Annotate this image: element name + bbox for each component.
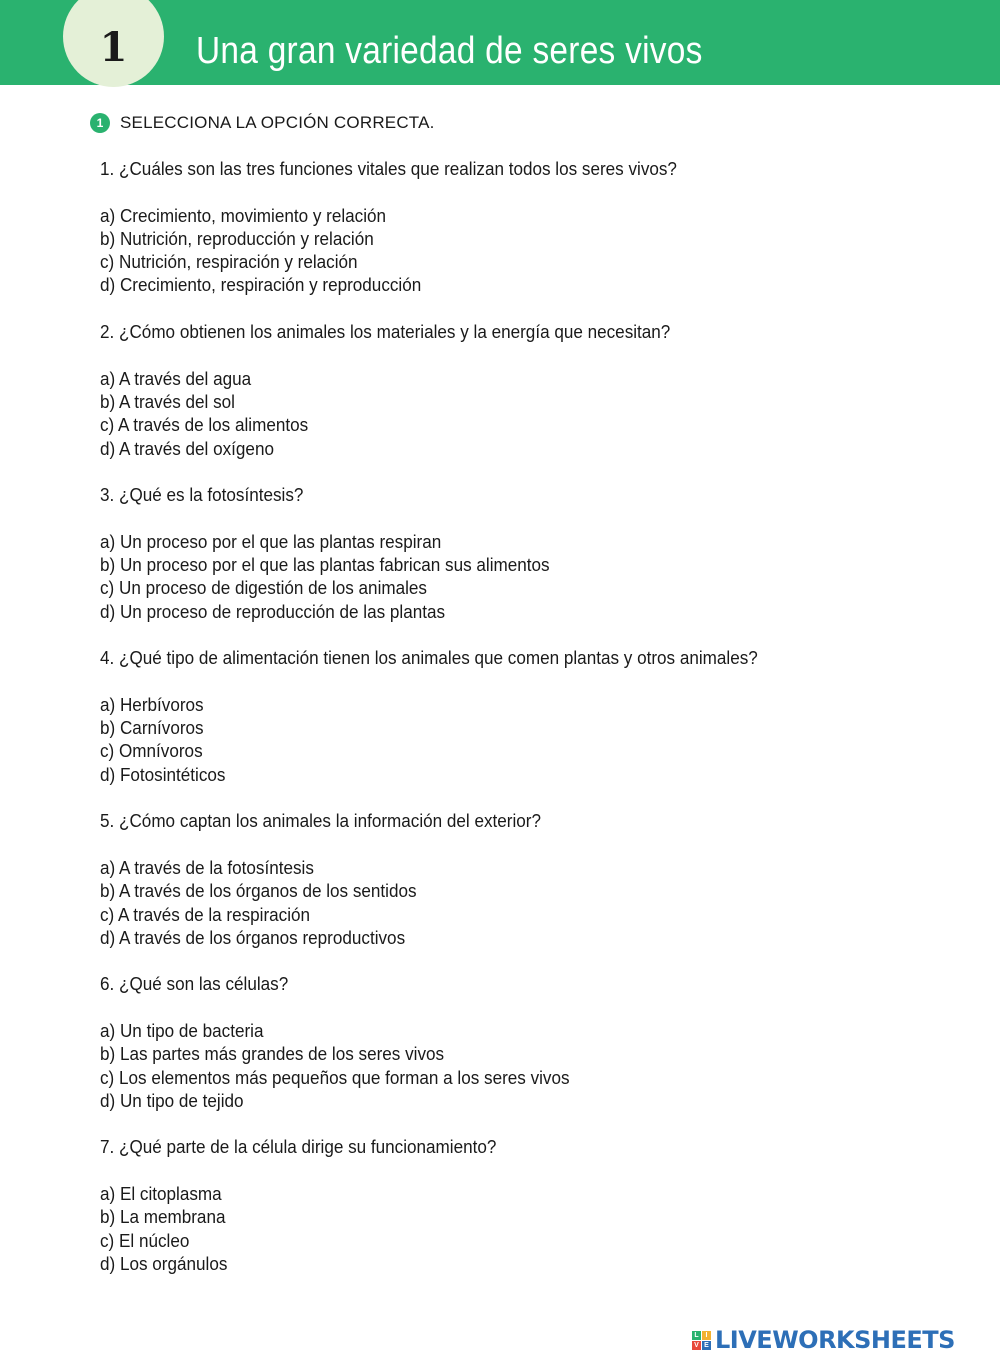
unit-number: 1 [99, 24, 128, 71]
answer-option[interactable]: d) Fotosintéticos [100, 764, 226, 785]
answer-option[interactable]: b) Nutrición, reproducción y relación [100, 228, 374, 249]
answer-option[interactable]: c) Un proceso de digestión de los animales [100, 578, 427, 599]
question-block-5 [100, 810, 980, 950]
answer-option[interactable]: a) Un proceso por el que las plantas respiran [100, 531, 442, 552]
answer-option[interactable]: a) Un tipo de bacteria [100, 1020, 264, 1041]
logo-mark-letter: V [692, 1341, 701, 1350]
question-text: 3. ¿Qué es la fotosíntesis? [100, 485, 304, 506]
answer-option[interactable]: b) A través de los órganos de los sentidos [100, 881, 417, 902]
liveworksheets-logo-icon [692, 1331, 711, 1350]
answer-option[interactable]: c) El núcleo [100, 1230, 190, 1251]
answer-option[interactable]: c) Los elementos más pequeños que forman a los seres vivos [100, 1067, 570, 1088]
answer-option[interactable]: d) A través de los órganos reproductivos [100, 927, 406, 948]
question-text: 4. ¿Qué tipo de alimentación tienen los animales que comen plantas y otros animales? [100, 648, 758, 669]
question-text: 7. ¿Qué parte de la célula dirige su funcionamiento? [100, 1137, 497, 1158]
logo-mark-letter: L [692, 1331, 701, 1340]
answer-option[interactable]: d) Los orgánulos [100, 1253, 228, 1274]
logo-text: LIVEWORKSHEETS [715, 1326, 955, 1354]
question-text: 5. ¿Cómo captan los animales la información del exterior? [100, 811, 542, 832]
answer-option[interactable]: b) A través del sol [100, 391, 235, 412]
answer-option[interactable]: a) El citoplasma [100, 1184, 222, 1205]
logo-mark-letter: E [702, 1341, 711, 1350]
question-block-6 [100, 973, 980, 1113]
question-text: 2. ¿Cómo obtienen los animales los materiales y la energía que necesitan? [100, 322, 671, 343]
exercise-number-badge: 1 [90, 113, 110, 133]
answer-option[interactable]: a) Herbívoros [100, 694, 204, 715]
question-text: 6. ¿Qué son las células? [100, 974, 289, 995]
answer-option[interactable]: b) Las partes más grandes de los seres vivos [100, 1044, 445, 1065]
question-block-7 [100, 1136, 980, 1276]
answer-option[interactable]: d) Un tipo de tejido [100, 1090, 244, 1111]
answer-option[interactable]: c) Omnívoros [100, 741, 203, 762]
answer-option[interactable]: c) Nutrición, respiración y relación [100, 252, 358, 273]
answer-option[interactable]: a) Crecimiento, movimiento y relación [100, 205, 387, 226]
answer-option[interactable]: b) La membrana [100, 1207, 226, 1228]
question-block-3 [100, 484, 980, 624]
instruction-text: SELECCIONA LA OPCIÓN CORRECTA. [120, 113, 435, 132]
answer-option[interactable]: b) Un proceso por el que las plantas fabrican sus alimentos [100, 555, 550, 576]
question-block-2 [100, 321, 980, 461]
answer-option[interactable]: d) A través del oxígeno [100, 438, 274, 459]
answer-option[interactable]: c) A través de los alimentos [100, 415, 309, 436]
answer-option[interactable]: d) Un proceso de reproducción de las plantas [100, 601, 446, 622]
answer-option[interactable]: a) A través del agua [100, 368, 252, 389]
answer-option[interactable]: a) A través de la fotosíntesis [100, 857, 314, 878]
logo-mark-letter: I [702, 1331, 711, 1340]
answer-option[interactable]: b) Carnívoros [100, 718, 204, 739]
page-title: Una gran variedad de seres vivos [196, 30, 703, 72]
answer-option[interactable]: d) Crecimiento, respiración y reproducción [100, 275, 422, 296]
question-block-4 [100, 647, 980, 787]
question-text: 1. ¿Cuáles son las tres funciones vitales que realizan todos los seres vivos? [100, 159, 677, 179]
quiz [100, 158, 980, 1300]
answer-option[interactable]: c) A través de la respiración [100, 904, 311, 925]
question-block-1 [100, 158, 980, 298]
liveworksheets-logo [692, 1326, 955, 1354]
instruction [90, 113, 435, 133]
